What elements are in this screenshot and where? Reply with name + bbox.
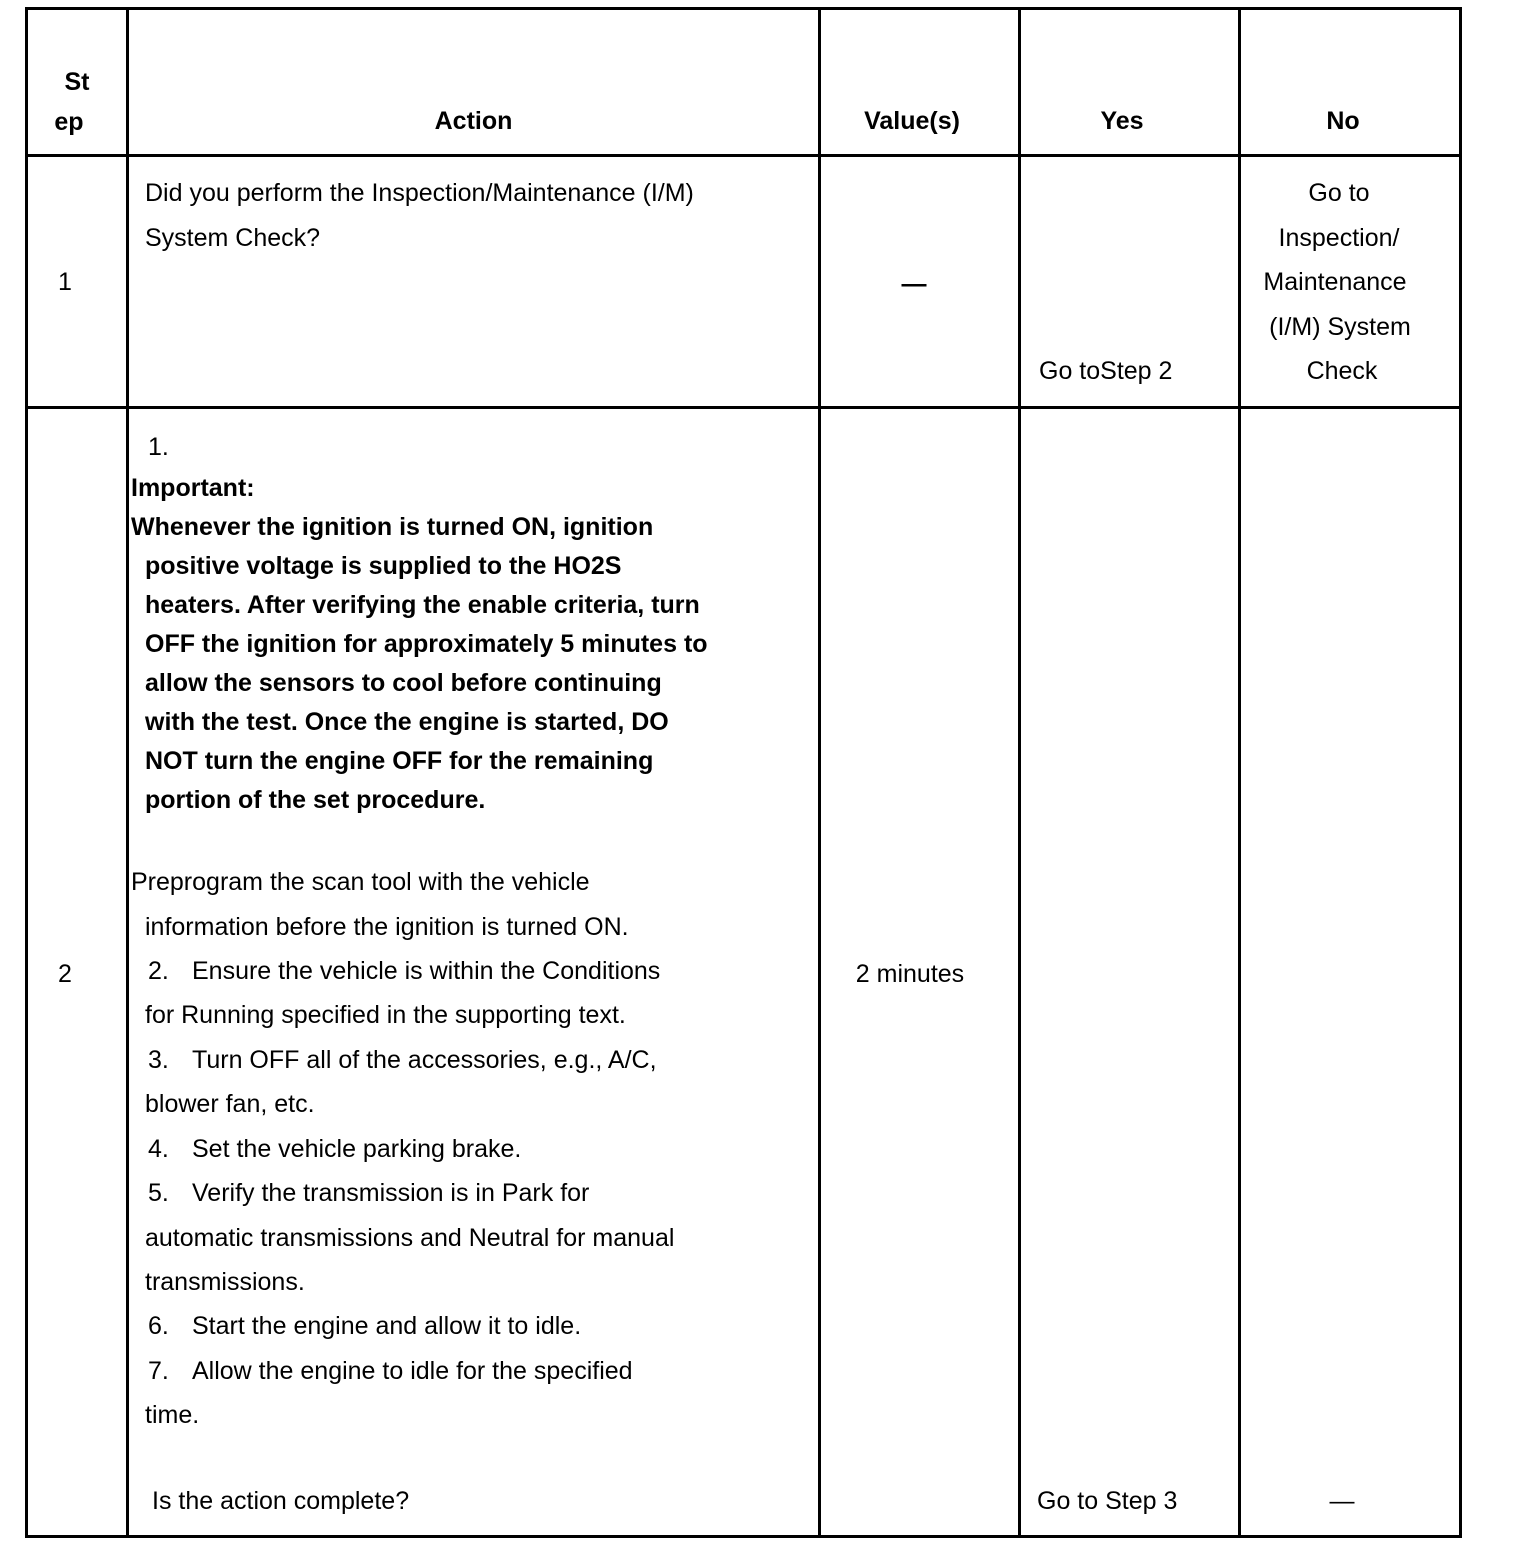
col-divider-values bbox=[1018, 7, 1021, 1538]
step6-number: 6. bbox=[148, 1312, 169, 1340]
step5-rest2: transmissions. bbox=[145, 1268, 305, 1296]
header-divider bbox=[25, 154, 1462, 157]
step2-first: Ensure the vehicle is within the Conditions bbox=[192, 957, 661, 985]
step7-first: Allow the engine to idle for the specified bbox=[192, 1357, 633, 1385]
important-label: Important: bbox=[131, 474, 255, 502]
row1-step: 1 bbox=[58, 268, 72, 296]
preprogram-line-2: information before the ignition is turned ON. bbox=[145, 913, 629, 941]
row1-yes: Go toStep 2 bbox=[1039, 357, 1173, 385]
row1-value: — bbox=[901, 270, 927, 298]
step3-rest: blower fan, etc. bbox=[145, 1090, 315, 1118]
important-line-4: OFF the ignition for approximately 5 minutes to bbox=[145, 630, 708, 658]
table-border-left bbox=[25, 7, 28, 1538]
header-no: No bbox=[1326, 107, 1360, 135]
table-border-right bbox=[1459, 7, 1462, 1538]
table-border-bottom bbox=[25, 1535, 1462, 1538]
important-line-3: heaters. After verifying the enable criteria, turn bbox=[145, 591, 700, 619]
step7-rest: time. bbox=[145, 1401, 200, 1429]
step2-number: 2. bbox=[148, 957, 169, 985]
row2-question: Is the action complete? bbox=[152, 1487, 410, 1515]
step5-first: Verify the transmission is in Park for bbox=[192, 1179, 590, 1207]
row2-item1-number: 1. bbox=[148, 433, 169, 461]
col-divider-step bbox=[126, 7, 129, 1538]
row1-no-line3: Maintenance bbox=[1263, 268, 1407, 296]
row2-yes: Go to Step 3 bbox=[1037, 1487, 1178, 1515]
preprogram-line-1: Preprogram the scan tool with the vehicle bbox=[131, 868, 590, 896]
header-yes: Yes bbox=[1100, 107, 1144, 135]
important-line-5: allow the sensors to cool before continuing bbox=[145, 669, 662, 697]
row2-value: 2 minutes bbox=[855, 960, 965, 988]
important-line-7: NOT turn the engine OFF for the remaining bbox=[145, 747, 654, 775]
row1-no-line4: (I/M) System bbox=[1269, 313, 1411, 341]
table-border-top bbox=[25, 7, 1462, 10]
row1-no-line5: Check bbox=[1306, 357, 1378, 385]
row1-action-line1: Did you perform the Inspection/Maintenance (I/M) bbox=[145, 179, 694, 207]
header-step-line2: ep bbox=[54, 108, 84, 136]
col-divider-action bbox=[818, 7, 821, 1538]
step5-number: 5. bbox=[148, 1179, 169, 1207]
row2-step: 2 bbox=[58, 960, 72, 988]
step5-rest: automatic transmissions and Neutral for manual bbox=[145, 1224, 675, 1252]
header-step-line1: St bbox=[64, 68, 90, 96]
step3-number: 3. bbox=[148, 1046, 169, 1074]
step4-number: 4. bbox=[148, 1135, 169, 1163]
header-values: Value(s) bbox=[864, 107, 960, 135]
header-action: Action bbox=[434, 107, 513, 135]
step4-first: Set the vehicle parking brake. bbox=[192, 1135, 522, 1163]
step6-first: Start the engine and allow it to idle. bbox=[192, 1312, 582, 1340]
important-line-6: with the test. Once the engine is started, DO bbox=[145, 708, 669, 736]
important-line-1: Whenever the ignition is turned ON, ignition bbox=[131, 513, 654, 541]
row-divider bbox=[25, 406, 1462, 409]
step3-first: Turn OFF all of the accessories, e.g., A/C, bbox=[192, 1046, 657, 1074]
step2-rest: for Running specified in the supporting text. bbox=[145, 1001, 626, 1029]
important-line-8: portion of the set procedure. bbox=[145, 786, 486, 814]
important-line-2: positive voltage is supplied to the HO2S bbox=[145, 552, 622, 580]
row1-no-line2: Inspection/ bbox=[1278, 224, 1400, 252]
row1-no-line1: Go to bbox=[1308, 179, 1370, 207]
row2-no: — bbox=[1329, 1487, 1355, 1515]
row1-action-line2: System Check? bbox=[145, 224, 321, 252]
step7-number: 7. bbox=[148, 1357, 169, 1385]
